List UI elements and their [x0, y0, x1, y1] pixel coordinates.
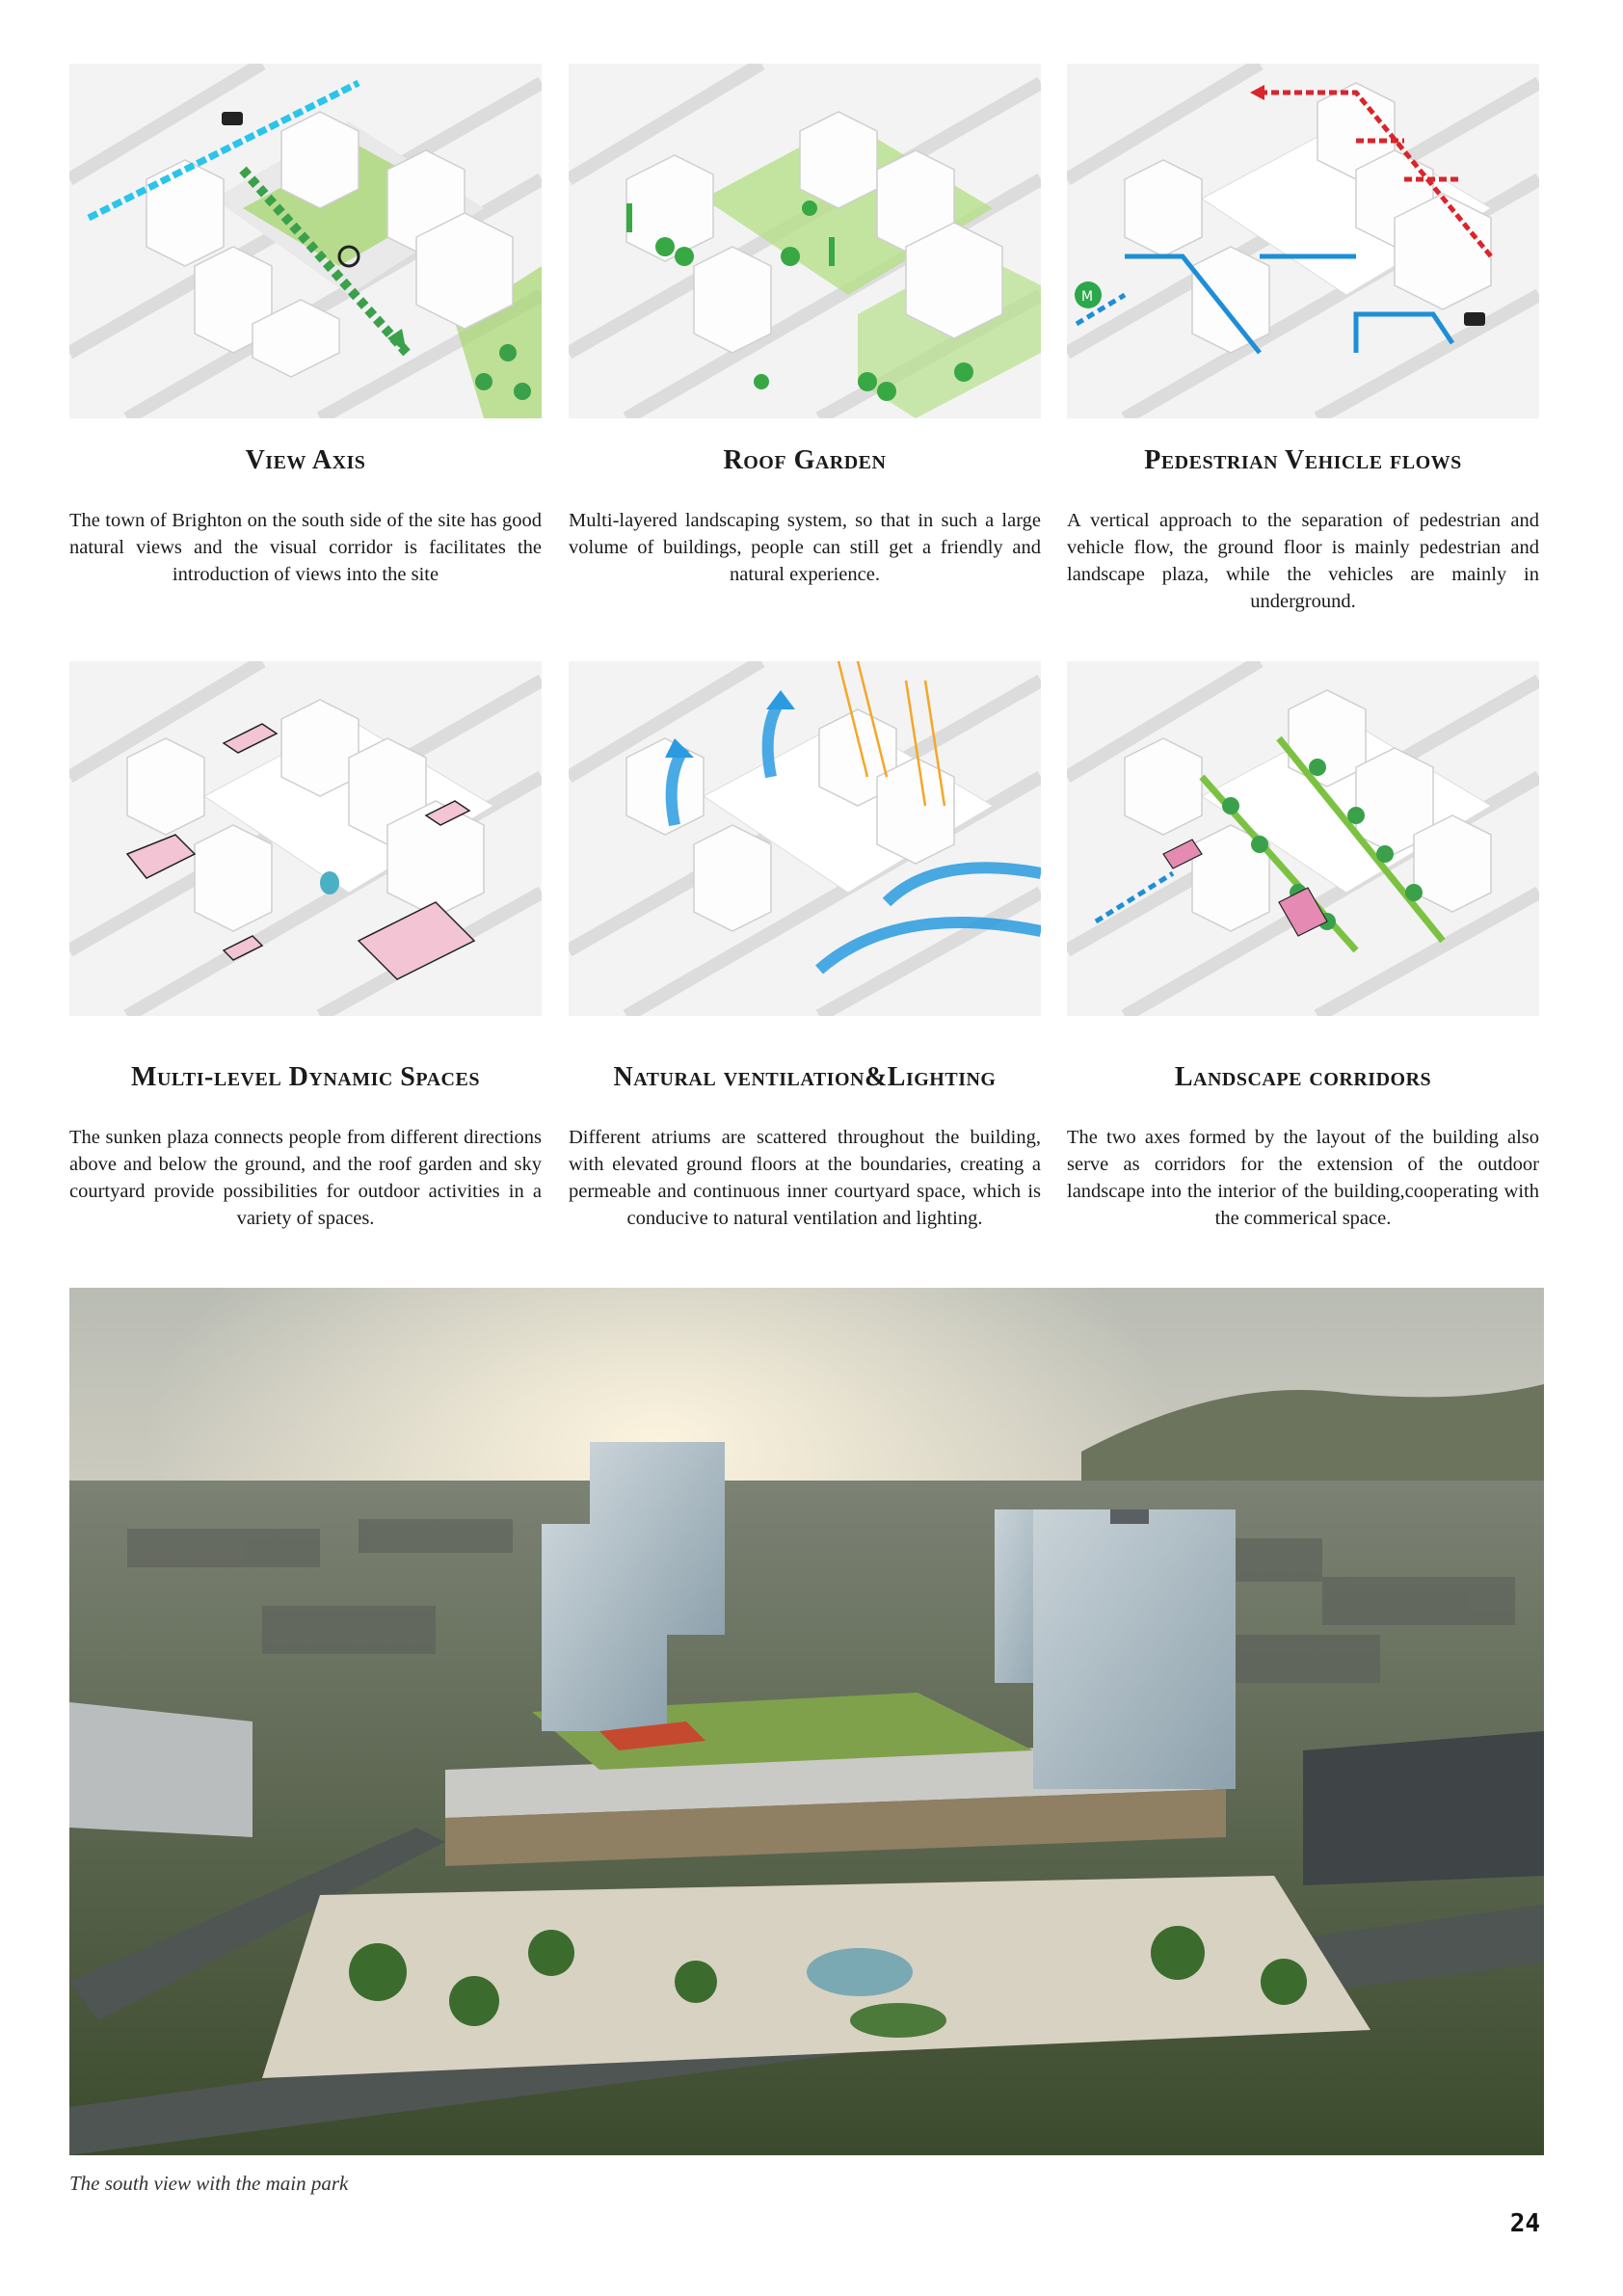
ventilation-lighting-diagram [569, 661, 1041, 1016]
dynamic-spaces-description: The sunken plaza connects people from different directions above and below the ground, and the roof garden and sky courtyard provide possibilities for outdoor activities in a variety of spaces. [69, 1127, 542, 1229]
aerial-rendering-image [69, 1288, 1544, 2155]
pedestrian-vehicle-diagram [1067, 64, 1539, 418]
roof-garden-drawing [569, 64, 1041, 418]
roof-garden-diagram [569, 64, 1041, 418]
landscape-corridors-drawing [1067, 661, 1539, 1016]
aerial-rendering-drawing [69, 1288, 1544, 2155]
view-axis-description: The town of Brighton on the south side of the site has good natural views and the visual corridor is facilitates the introduction of views into the site [69, 510, 542, 585]
svg-text:M: M [1081, 289, 1094, 305]
view-axis-drawing [69, 64, 542, 418]
roof-garden-title: Roof Garden [723, 445, 887, 475]
pedestrian-vehicle-description: A vertical approach to the separation of pedestrian and vehicle flow, the ground floor is mainly pedestrian and landscape plaza, while the vehicles are mainly in underground. [1067, 510, 1539, 612]
dynamic-spaces-drawing [69, 661, 542, 1016]
ventilation-lighting-drawing [569, 661, 1041, 1016]
dynamic-spaces-diagram [69, 661, 542, 1016]
page-number: 24 [1509, 2209, 1540, 2238]
view-axis-diagram [69, 64, 542, 418]
ventilation-lighting-title: Natural ventilation&Lighting [613, 1062, 997, 1092]
pedestrian-vehicle-title: Pedestrian Vehicle flows [1144, 445, 1462, 475]
landscape-corridors-description: The two axes formed by the layout of the building also serve as corridors for the extension of the outdoor landscape into the interior of the building,cooperating with the commerical space. [1067, 1127, 1539, 1229]
view-axis-title: View Axis [245, 445, 366, 475]
roof-garden-description: Multi-layered landscaping system, so that in such a large volume of buildings, people can still get a friendly and natural experience. [569, 510, 1041, 585]
dynamic-spaces-title: Multi-level Dynamic Spaces [131, 1062, 480, 1092]
pedestrian-vehicle-drawing [1067, 64, 1539, 418]
photo-caption: The south view with the main park [69, 2172, 349, 2195]
landscape-corridors-diagram [1067, 661, 1539, 1016]
landscape-corridors-title: Landscape corridors [1174, 1062, 1432, 1092]
ventilation-lighting-description: Different atriums are scattered throughout the building, with elevated ground floors at the boundaries, creating a permeable and continuous inner courtyard space, which is conducive to natural ventilation and lighting. [569, 1127, 1041, 1229]
